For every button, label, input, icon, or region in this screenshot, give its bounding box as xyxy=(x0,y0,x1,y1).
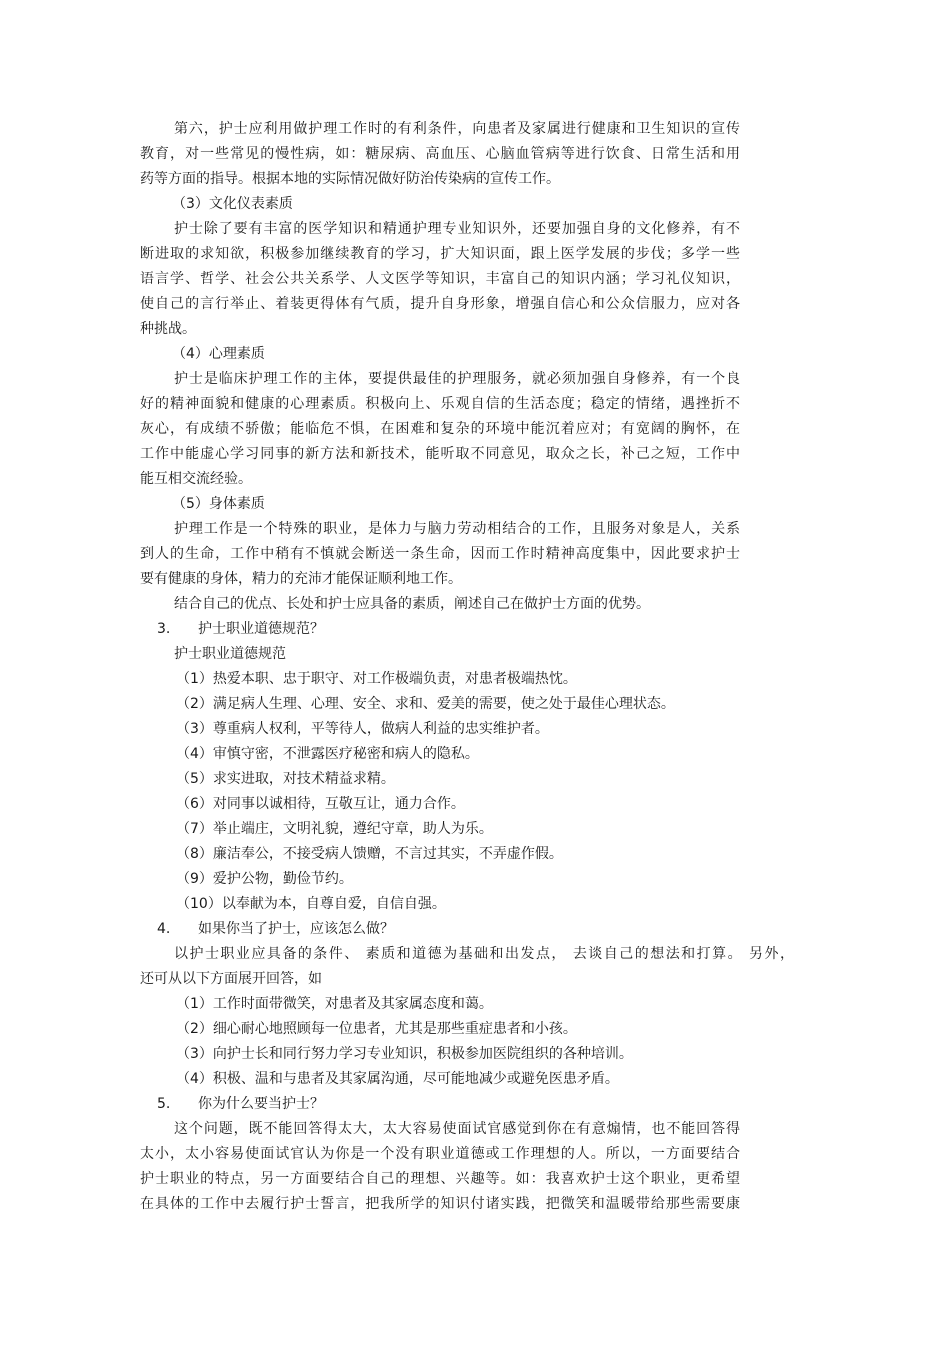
question-title: 如果你当了护士，应该怎么做？ xyxy=(198,921,394,937)
section-heading: （4）心理素质 xyxy=(172,346,265,362)
paragraph-line: 药等方面的指导。根据本地的实际情况做好防治传染病的宣传工作。 xyxy=(140,171,560,187)
list-item: （10）以奉献为本，自尊自爱，自信自强。 xyxy=(176,896,446,912)
list-item: （3）向护士长和同行努力学习专业知识，积极参加医院组织的各种培训。 xyxy=(176,1046,633,1062)
paragraph-line: 护士除了要有丰富的医学知识和精通护理专业知识外，还要加强自身的文化修养，有不 xyxy=(174,221,740,237)
list-item: （2）细心耐心地照顾每一位患者，尤其是那些重症患者和小孩。 xyxy=(176,1021,577,1037)
section-heading: （5）身体素质 xyxy=(172,496,265,512)
paragraph-line: 工作中能虚心学习同事的新方法和新技术，能听取不同意见，取众之长，补己之短，工作中 xyxy=(140,446,740,462)
question-title: 护士职业道德规范？ xyxy=(198,621,324,637)
list-item: （9）爱护公物，勤俭节约。 xyxy=(176,871,353,887)
list-item: （5）求实进取，对技术精益求精。 xyxy=(176,771,395,787)
paragraph-line: 能互相交流经验。 xyxy=(140,471,252,487)
question-number: 3. xyxy=(157,621,171,637)
list-item: （6）对同事以诚相待，互敬互让，通力合作。 xyxy=(176,796,465,812)
paragraph-line: 护士职业道德规范 xyxy=(174,646,286,662)
paragraph-line: 在具体的工作中去履行护士誓言，把我所学的知识付诸实践，把微笑和温暖带给那些需要康 xyxy=(140,1196,740,1212)
list-item: （1）工作时面带微笑，对患者及其家属态度和蔼。 xyxy=(176,996,493,1012)
question-number: 5. xyxy=(157,1096,171,1112)
paragraph-line: 使自己的言行举止、着装更得体有气质，提升自身形象，增强自信心和公众信服力，应对各 xyxy=(140,296,740,312)
paragraph-line: 要有健康的身体，精力的充沛才能保证顺利地工作。 xyxy=(140,571,462,587)
paragraph-line: 第六，护士应利用做护理工作时的有利条件，向患者及家属进行健康和卫生知识的宣传 xyxy=(174,121,740,137)
paragraph-line: 还可从以下方面展开回答，如 xyxy=(140,971,322,987)
paragraph-line: 结合自己的优点、长处和护士应具备的素质，阐述自己在做护士方面的优势。 xyxy=(174,596,650,612)
paragraph-line: 这个问题，既不能回答得太大，太大容易使面试官感觉到你在有意煽情，也不能回答得 xyxy=(174,1121,740,1137)
paragraph-line: 教育，对一些常见的慢性病，如：糖尿病、高血压、心脑血管病等进行饮食、日常生活和用 xyxy=(140,146,740,162)
paragraph-line: 护士是临床护理工作的主体，要提供最佳的护理服务，就必须加强自身修养，有一个良 xyxy=(174,371,740,387)
list-item: （4）积极、温和与患者及其家属沟通，尽可能地减少或避免医患矛盾。 xyxy=(176,1071,619,1087)
paragraph-line: 以护士职业应具备的条件、 素质和道德为基础和出发点， 去谈自己的想法和打算。 另外， xyxy=(174,946,794,962)
paragraph-line: 护理工作是一个特殊的职业，是体力与脑力劳动相结合的工作，且服务对象是人，关系 xyxy=(174,521,740,537)
question-title: 你为什么要当护士？ xyxy=(198,1096,324,1112)
paragraph-line: 到人的生命，工作中稍有不慎就会断送一条生命，因而工作时精神高度集中，因此要求护士 xyxy=(140,546,740,562)
paragraph-line: 灰心，有成绩不骄傲；能临危不惧，在困难和复杂的环境中能沉着应对；有宽阔的胸怀，在 xyxy=(140,421,740,437)
list-item: （2）满足病人生理、心理、安全、求和、爱美的需要，使之处于最佳心理状态。 xyxy=(176,696,675,712)
question-number: 4. xyxy=(157,921,171,937)
list-item: （7）举止端庄，文明礼貌，遵纪守章，助人为乐。 xyxy=(176,821,493,837)
paragraph-line: 种挑战。 xyxy=(140,321,196,337)
list-item: （4）审慎守密，不泄露医疗秘密和病人的隐私。 xyxy=(176,746,479,762)
paragraph-line: 护士职业的特点，另一方面要结合自己的理想、兴趣等。如：我喜欢护士这个职业，更希望 xyxy=(140,1171,740,1187)
paragraph-line: 好的精神面貌和健康的心理素质。积极向上、乐观自信的生活态度；稳定的情绪，遇挫折不 xyxy=(140,396,740,412)
section-heading: （3）文化仪表素质 xyxy=(172,196,293,212)
list-item: （3）尊重病人权利，平等待人，做病人利益的忠实维护者。 xyxy=(176,721,549,737)
paragraph-line: 太小，太小容易使面试官认为你是一个没有职业道德或工作理想的人。所以，一方面要结合 xyxy=(140,1146,740,1162)
list-item: （1）热爱本职、忠于职守、对工作极端负责，对患者极端热忱。 xyxy=(176,671,577,687)
paragraph-line: 语言学、哲学、社会公共关系学、人文医学等知识，丰富自己的知识内涵；学习礼仪知识， xyxy=(140,271,740,287)
paragraph-line: 断进取的求知欲，积极参加继续教育的学习，扩大知识面，跟上医学发展的步伐；多学一些 xyxy=(140,246,740,262)
list-item: （8）廉洁奉公，不接受病人馈赠，不言过其实，不弄虚作假。 xyxy=(176,846,563,862)
